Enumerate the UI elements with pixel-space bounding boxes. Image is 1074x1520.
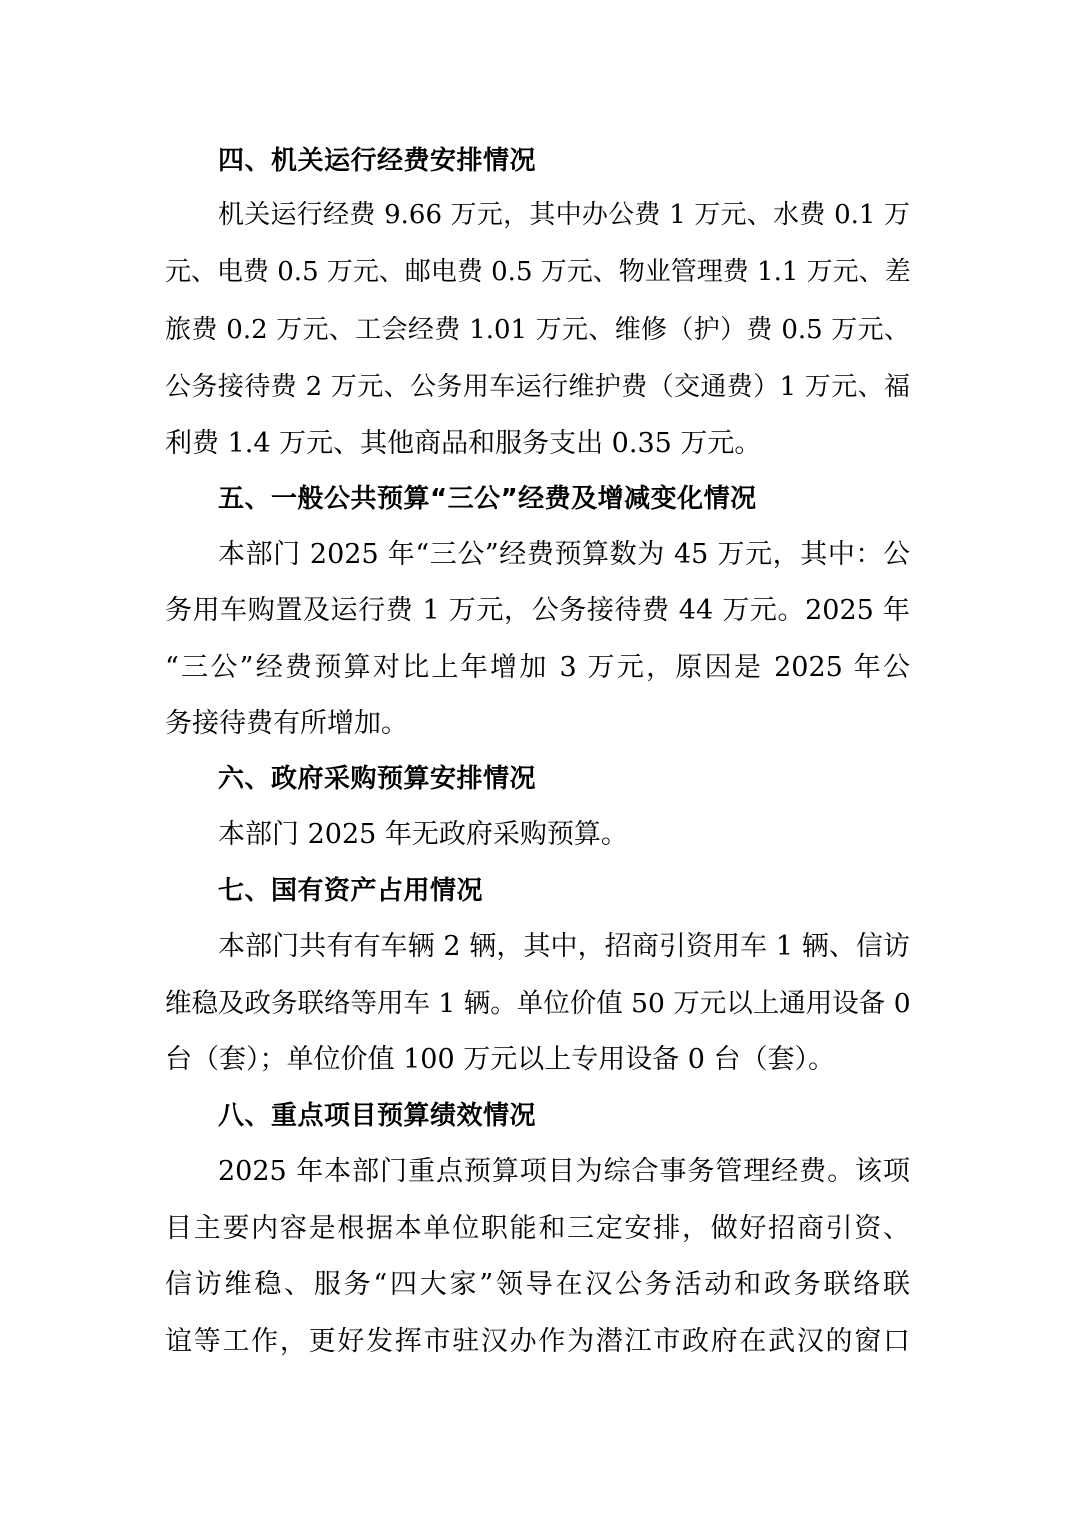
- section-heading-8: 八、重点项目预算绩效情况: [218, 1101, 537, 1131]
- paragraph-line: 谊等工作，更好发挥市驻汉办作为潜江市政府在武汉的窗口: [165, 1326, 910, 1357]
- paragraph-line: 本部门共有有车辆 2 辆，其中，招商引资用车 1 辆、信访: [218, 931, 910, 962]
- paragraph-line: 本部门 2025 年无政府采购预算。: [218, 819, 628, 850]
- section-heading-7: 七、国有资产占用情况: [218, 876, 484, 906]
- paragraph-line: 目主要内容是根据本单位职能和三定安排，做好招商引资、: [165, 1213, 910, 1244]
- paragraph-line: 2025 年本部门重点预算项目为综合事务管理经费。该项: [218, 1156, 910, 1187]
- section-heading-6: 六、政府采购预算安排情况: [218, 764, 537, 794]
- paragraph-line: 信访维稳、服务“四大家”领导在汉公务活动和政务联络联: [165, 1269, 910, 1300]
- paragraph-line: 务接待费有所增加。: [165, 708, 408, 739]
- paragraph-line: 务用车购置及运行费 1 万元，公务接待费 44 万元。2025 年: [165, 595, 910, 626]
- paragraph-line: 利费 1.4 万元、其他商品和服务支出 0.35 万元。: [165, 428, 762, 459]
- paragraph-line: 旅费 0.2 万元、工会经费 1.01 万元、维修（护）费 0.5 万元、: [165, 315, 910, 345]
- paragraph-line: 维稳及政务联络等用车 1 辆。单位价值 50 万元以上通用设备 0: [165, 988, 911, 1019]
- paragraph-line: 元、电费 0.5 万元、邮电费 0.5 万元、物业管理费 1.1 万元、差: [165, 257, 911, 287]
- paragraph-line: 本部门 2025 年“三公”经费预算数为 45 万元，其中：公: [218, 539, 910, 570]
- paragraph-line: 机关运行经费 9.66 万元，其中办公费 1 万元、水费 0.1 万: [218, 200, 910, 230]
- section-heading-4: 四、机关运行经费安排情况: [218, 146, 537, 176]
- section-heading-5: 五、一般公共预算“三公”经费及增减变化情况: [218, 484, 757, 514]
- paragraph-line: “三公”经费预算对比上年增加 3 万元，原因是 2025 年公: [165, 652, 910, 683]
- paragraph-line: 公务接待费 2 万元、公务用车运行维护费（交通费）1 万元、福: [165, 372, 910, 402]
- paragraph-line: 台（套）；单位价值 100 万元以上专用设备 0 台（套）。: [165, 1044, 836, 1075]
